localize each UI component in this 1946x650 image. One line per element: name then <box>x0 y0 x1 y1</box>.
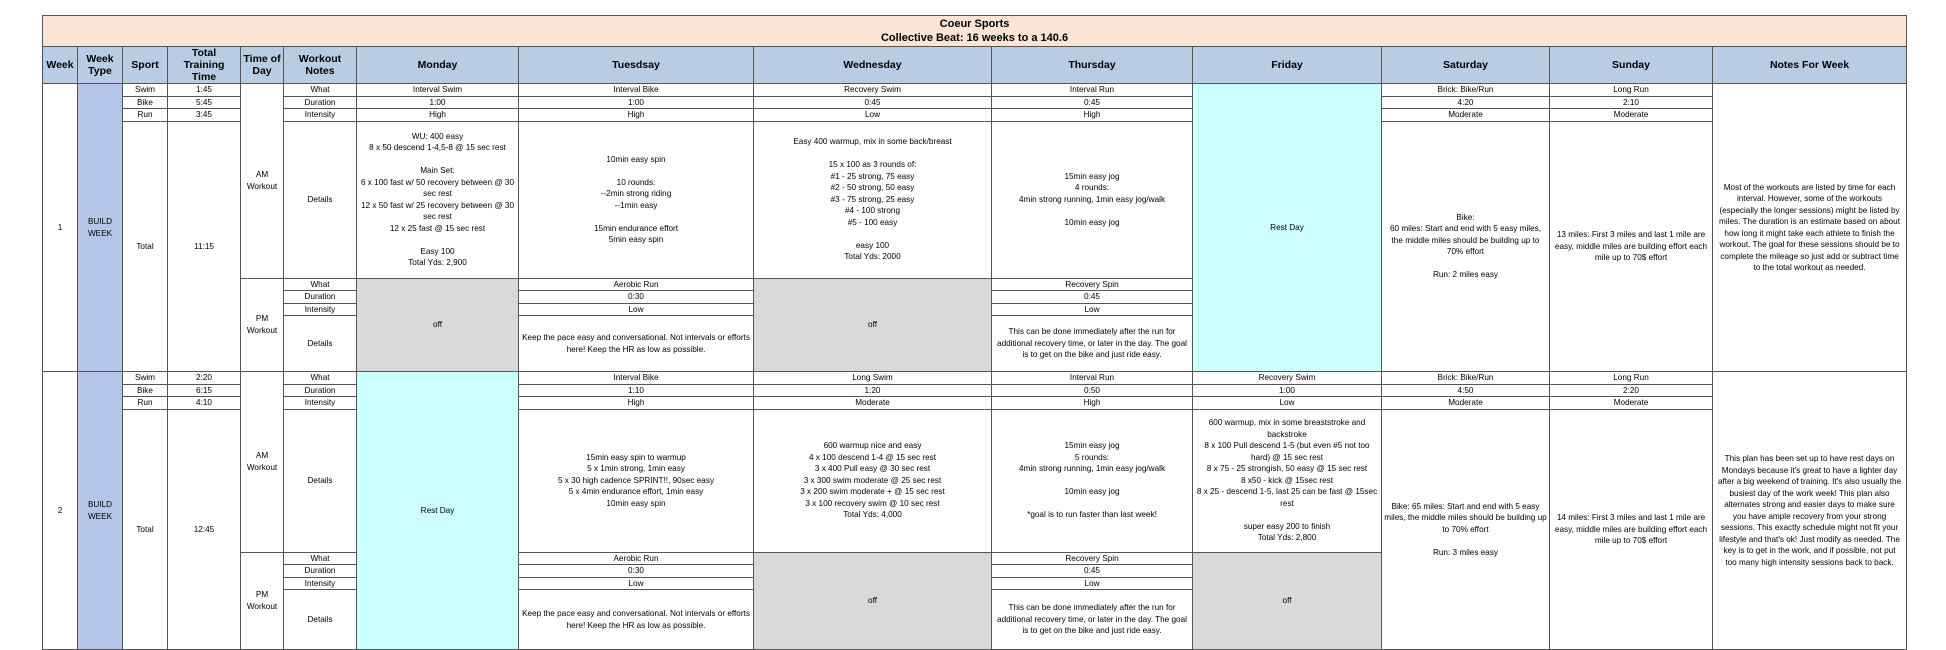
cell: High <box>992 109 1193 122</box>
cell: Low <box>992 303 1193 316</box>
cell: Low <box>519 303 754 316</box>
total-label: Total <box>123 409 168 650</box>
sport-time: 6:15 <box>168 384 241 397</box>
cell: Low <box>992 577 1193 590</box>
cell: Aerobic Run <box>519 552 754 565</box>
sport-label: Swim <box>123 372 168 385</box>
off-cell: off <box>754 278 992 372</box>
sport-label: Run <box>123 397 168 410</box>
cell: 0:30 <box>519 291 754 304</box>
details-cell: Keep the pace easy and conversational. Not intervals or efforts here! Keep the HR as low as possible. <box>519 316 754 372</box>
cell: Low <box>1193 397 1382 410</box>
cell: Interval Bike <box>519 84 754 97</box>
cell: 1:20 <box>754 384 992 397</box>
cell: High <box>357 109 519 122</box>
details-cell: 13 miles: First 3 miles and last 1 mile are easy, middle miles are building effort each mile up to 70$ effort <box>1550 121 1713 372</box>
cell: Interval Swim <box>357 84 519 97</box>
details-cell: 600 warmup, mix in some breaststroke and backstroke 8 x 100 Pull descend 1-5 (but even #5 not too hard) @ 15 sec rest 8 x 75 - 25 strongish, 50 easy @ 15 sec rest 8 x50 - kick @ 15sec rest 8 x 25 - descend 1-5, last 25 can be fast @ 15sec rest super easy 200 to finish Total Yds: 2,800 <box>1193 409 1382 552</box>
col-header: Sport <box>123 47 168 84</box>
row-label: What <box>284 278 357 291</box>
details-cell: This can be done immediately after the run for additional recovery time, or later in the day. The goal is to get on the bike and just ride easy. <box>992 590 1193 650</box>
cell: Interval Run <box>992 372 1193 385</box>
cell: High <box>519 397 754 410</box>
header-row <box>43 47 1907 84</box>
cell: 0:30 <box>519 565 754 578</box>
row-label: Details <box>284 316 357 372</box>
col-header: Thursday <box>992 47 1193 84</box>
row-label: Details <box>284 409 357 552</box>
rest-day-cell: Rest Day <box>1193 84 1382 372</box>
col-header: Tuesdsay <box>519 47 754 84</box>
cell: Moderate <box>1550 397 1713 410</box>
col-header: Saturday <box>1382 47 1550 84</box>
cell: 1:00 <box>519 96 754 109</box>
cell: Moderate <box>1382 109 1550 122</box>
details-cell: WU: 400 easy 8 x 50 descend 1-4,5-8 @ 15 sec rest Main Set: 6 x 100 fast w/ 50 recovery between @ 30 sec rest 12 x 50 fast w/ 25 recovery between @ 30 sec rest 12 x 25 fast @ 15 sec rest Easy 100 Total Yds: 2,900 <box>357 121 519 278</box>
row-label: What <box>284 372 357 385</box>
sport-time: 2:20 <box>168 372 241 385</box>
cell: Moderate <box>1550 109 1713 122</box>
cell: Long Run <box>1550 372 1713 385</box>
cell: Aerobic Run <box>519 278 754 291</box>
sheet-title <box>43 16 1907 47</box>
cell: 1:10 <box>519 384 754 397</box>
off-cell: off <box>357 278 519 372</box>
col-header: Sunday <box>1550 47 1713 84</box>
week-number: 2 <box>43 372 78 650</box>
cell: 2:20 <box>1550 384 1713 397</box>
cell: Low <box>754 109 992 122</box>
details-cell: Bike: 60 miles: Start and end with 5 easy miles, the middle miles should be building up to 70% effort Run: 2 miles easy <box>1382 121 1550 372</box>
row-label: Intensity <box>284 303 357 316</box>
total-label: Total <box>123 121 168 372</box>
sport-label: Bike <box>123 96 168 109</box>
week-number: 1 <box>43 84 78 372</box>
details-cell: 10min easy spin 10 rounds: --2min strong riding --1min easy 15min endurance effort 5min easy spin <box>519 121 754 278</box>
details-cell: 14 miles: First 3 miles and last 1 mile are easy, middle miles are building effort each mile up to 70$ effort <box>1550 409 1713 650</box>
cell: Recovery Swim <box>754 84 992 97</box>
subtitle: Collective Beat: 16 weeks to a 140.6 <box>880 32 1069 44</box>
cell: 0:45 <box>754 96 992 109</box>
cell: 0:45 <box>992 565 1193 578</box>
details-cell: This can be done immediately after the run for additional recovery time, or later in the day. The goal is to get on the bike and just ride easy. <box>992 316 1193 372</box>
week-type: BUILD WEEK <box>78 84 123 372</box>
week-notes: Most of the workouts are listed by time for each interval. However, some of the workouts (especially the longer sessions) might be listed by miles. The duration is an estimate based on about how long it might take each athlete to finish the workout. The goal for these sessions should be to complete the mileage so just add or subtract time to the total workout as needed. <box>1713 84 1907 372</box>
week-notes: This plan has been set up to have rest days on Mondays because it's great to have a lighter day after a big weekend of training. It's also usually the busiest day of the work week! This plan also alternates strong and easier days to make sure you have ample recovery from your strong sessions. This exactly schedule might not fit your lifestyle and that's ok! Just modify as needed. The key is to get in the work, and if possible, not put too many high intensity sessions back to back. <box>1713 372 1907 650</box>
details-cell: 15min easy spin to warmup 5 x 1min strong, 1min easy 5 x 30 high cadence SPRINT!!, 90sec easy 5 x 4min endurance effort, 1min easy 10min easy spin <box>519 409 754 552</box>
sport-label: Run <box>123 109 168 122</box>
row-label: Duration <box>284 96 357 109</box>
cell: 1:00 <box>357 96 519 109</box>
sport-label: Swim <box>123 84 168 97</box>
cell: 1:00 <box>1193 384 1382 397</box>
row-label: Duration <box>284 291 357 304</box>
col-header: Monday <box>357 47 519 84</box>
cell: Moderate <box>1382 397 1550 410</box>
details-cell: 600 warmup nice and easy 4 x 100 descend 1-4 @ 15 sec rest 3 x 400 Pull easy @ 30 sec rest 3 x 300 swim moderate @ 25 sec rest 3 x 200 swim moderate + @ 15 sec rest 3 x 100 recovery swim @ 10 sec rest Total Yds: 4,000 <box>754 409 992 552</box>
time-of-day: AM Workout <box>241 372 284 553</box>
training-table <box>42 15 1907 650</box>
details-cell: Easy 400 warmup, mix in some back/breast 15 x 100 as 3 rounds of: #1 - 25 strong, 75 easy #2 - 50 strong, 50 easy #3 - 75 strong, 25 easy #4 - 100 strong #5 - 100 easy easy 100 Total Yds: 2000 <box>754 121 992 278</box>
cell: 4:50 <box>1382 384 1550 397</box>
cell: Recovery Spin <box>992 552 1193 565</box>
week-type: BUILD WEEK <box>78 372 123 650</box>
details-cell: 15min easy jog 5 rounds: 4min strong running, 1min easy jog/walk 10min easy jog *goal is to run faster than last week! <box>992 409 1193 552</box>
row-label: Duration <box>284 384 357 397</box>
time-of-day: PM Workout <box>241 552 284 650</box>
cell: Recovery Spin <box>992 278 1193 291</box>
sport-time: 4:10 <box>168 397 241 410</box>
training-plan-sheet <box>42 15 1906 650</box>
sport-time: 3:45 <box>168 109 241 122</box>
sport-time: 1:45 <box>168 84 241 97</box>
cell: Long Swim <box>754 372 992 385</box>
off-cell: off <box>754 552 992 650</box>
row-label: Duration <box>284 565 357 578</box>
col-header: Notes For Week <box>1713 47 1907 84</box>
col-header: Workout Notes <box>284 47 357 84</box>
cell: High <box>992 397 1193 410</box>
total-time: 12:45 <box>168 409 241 650</box>
rest-day-cell: Rest Day <box>357 372 519 650</box>
row-label: Details <box>284 590 357 650</box>
cell: Recovery Swim <box>1193 372 1382 385</box>
col-header: Friday <box>1193 47 1382 84</box>
row-label: What <box>284 552 357 565</box>
cell: 4:20 <box>1382 96 1550 109</box>
off-cell: off <box>1193 552 1382 650</box>
row-label: What <box>284 84 357 97</box>
cell: 2:10 <box>1550 96 1713 109</box>
total-time: 11:15 <box>168 121 241 372</box>
cell: Moderate <box>754 397 992 410</box>
title: Coeur Sports <box>939 18 1010 30</box>
cell: 0:50 <box>992 384 1193 397</box>
cell: Long Run <box>1550 84 1713 97</box>
col-header: Wednesday <box>754 47 992 84</box>
col-header: Time of Day <box>241 47 284 84</box>
cell: Interval Bike <box>519 372 754 385</box>
details-cell: Keep the pace easy and conversational. Not intervals or efforts here! Keep the HR as low as possible. <box>519 590 754 650</box>
cell: Interval Run <box>992 84 1193 97</box>
col-header: Week Type <box>78 47 123 84</box>
row-label: Intensity <box>284 577 357 590</box>
details-cell: 15min easy jog 4 rounds: 4min strong running, 1min easy jog/walk 10min easy jog <box>992 121 1193 278</box>
cell: High <box>519 109 754 122</box>
sport-label: Bike <box>123 384 168 397</box>
cell: 0:45 <box>992 96 1193 109</box>
cell: 0:45 <box>992 291 1193 304</box>
time-of-day: AM Workout <box>241 84 284 279</box>
row-label: Intensity <box>284 397 357 410</box>
row-label: Details <box>284 121 357 278</box>
col-header: Total Training Time <box>168 47 241 84</box>
cell: Brick: Bike/Run <box>1382 84 1550 97</box>
details-cell: Bike: 65 miles: Start and end with 5 easy miles, the middle miles should be building up to 70% effort Run: 3 miles easy <box>1382 409 1550 650</box>
row-label: Intensity <box>284 109 357 122</box>
col-header: Week <box>43 47 78 84</box>
sport-time: 5:45 <box>168 96 241 109</box>
time-of-day: PM Workout <box>241 278 284 372</box>
cell: Brick: Bike/Run <box>1382 372 1550 385</box>
cell: Low <box>519 577 754 590</box>
